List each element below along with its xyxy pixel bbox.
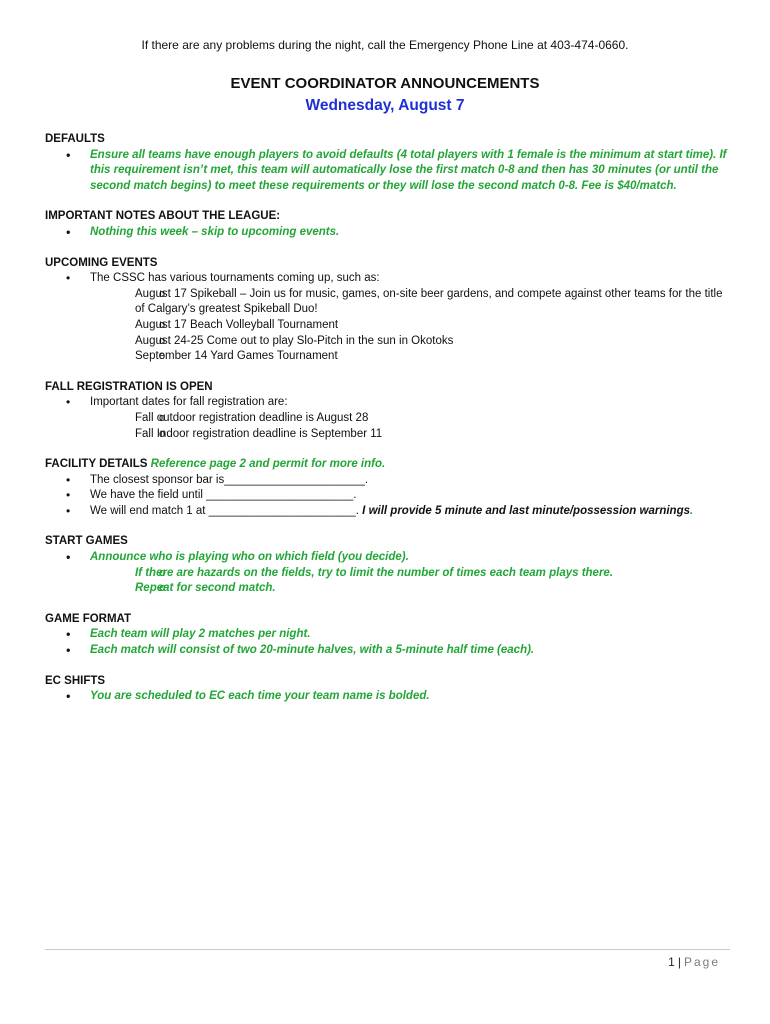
list-item: • Ensure all teams have enough players to avoid defaults (4 total players with 1 female is the minimum at start time). If this requirement isn’t met, this team will automatically lose the first match 0-8 and then has 30 minutes (or until the second match begins) to meet these requirements or they will lose the second match 0-8. Fee is $40/match. (45, 148, 730, 195)
section-heading-upcoming-events: UPCOMING EVENTS (45, 256, 158, 269)
warnings-period: . (690, 504, 694, 517)
emergency-phone-note: If there are any problems during the night, call the Emergency Phone Line at 403-474-0660. (141, 38, 629, 52)
start-games-subitem: o Repeat for second match. (90, 581, 730, 597)
list-item: • Each team will play 2 matches per night. (45, 627, 730, 643)
defaults-list (45, 148, 730, 195)
sponsor-bar-item: • The closest sponsor bar is______________________. (45, 473, 730, 489)
section-important-notes (45, 209, 730, 240)
list-item: • Nothing this week – skip to upcoming events. (45, 225, 730, 241)
game-format-list (45, 627, 730, 658)
section-heading-defaults: DEFAULTS (45, 133, 105, 145)
section-game-format (45, 612, 730, 659)
ec-shifts-list (45, 689, 730, 705)
upcoming-events-list (45, 271, 730, 365)
event-item: o August 17 Beach Volleyball Tournament (90, 318, 730, 334)
registration-deadline-item: o Fall outdoor registration deadline is August 28 (90, 411, 730, 427)
start-games-list (45, 550, 730, 597)
event-item: o August 24-25 Come out to play Slo-Pitch in the sun in Okotoks (90, 334, 730, 350)
section-upcoming-events (45, 256, 730, 365)
list-item: • Each match will consist of two 20-minute halves, with a 5-minute half time (each). (45, 643, 730, 659)
announcements-body (45, 132, 730, 720)
event-item: o August 17 Spikeball – Join us for music, games, on-site beer gardens, and compete against other teams for the title of Calgary’s greatest Spikeball Duo! (90, 287, 730, 318)
footer-divider (45, 949, 730, 950)
page-date: Wednesday, August 7 (305, 97, 465, 114)
section-defaults (45, 132, 730, 194)
start-games-subitem: o If there are hazards on the fields, try to limit the number of times each team plays there. (90, 566, 730, 582)
section-heading-game-format: GAME FORMAT (45, 612, 132, 625)
list-item (45, 550, 730, 597)
facility-details-heading: FACILITY DETAILS (45, 458, 148, 471)
event-item: o September 14 Yard Games Tournament (90, 349, 730, 365)
warnings-note: I will provide 5 minute and last minute/possession warnings (358, 504, 690, 517)
facility-details-list (45, 473, 730, 520)
section-heading-facility-details (45, 457, 730, 473)
end-match-text: We will end match 1 at _______________________. (90, 504, 359, 517)
end-match-item (45, 504, 730, 520)
registration-deadline-item: o Fall Indoor registration deadline is September 11 (90, 427, 730, 443)
list-item (45, 395, 730, 442)
important-notes-list (45, 225, 730, 241)
page-title: EVENT COORDINATOR ANNOUNCEMENTS (230, 75, 540, 92)
section-heading-fall-registration: FALL REGISTRATION IS OPEN (45, 380, 213, 393)
page-footer (668, 955, 720, 969)
section-fall-registration (45, 380, 730, 442)
fall-registration-intro: Important dates for fall registration are: (90, 396, 288, 409)
list-item: • You are scheduled to EC each time your team name is bolded. (45, 689, 730, 705)
upcoming-events-sublist (90, 287, 730, 365)
start-games-item: Announce who is playing who on which field (you decide). (90, 551, 409, 564)
facility-details-reference: Reference page 2 and permit for more info. (150, 458, 386, 471)
fall-registration-sublist (90, 411, 730, 442)
section-heading-ec-shifts: EC SHIFTS (45, 674, 106, 687)
section-start-games (45, 534, 730, 596)
section-heading-start-games: START GAMES (45, 535, 128, 548)
start-games-sublist (90, 566, 730, 597)
page-number: 1 (668, 955, 675, 969)
section-ec-shifts (45, 674, 730, 705)
upcoming-events-intro: The CSSC has various tournaments coming up, such as: (90, 272, 380, 285)
list-item (45, 271, 730, 365)
field-until-item: • We have the field until _______________________. (45, 488, 730, 504)
section-heading-important-notes: IMPORTANT NOTES ABOUT THE LEAGUE: (45, 210, 281, 223)
footer-separator: | (677, 955, 681, 969)
fall-registration-list (45, 395, 730, 442)
section-facility-details (45, 457, 730, 519)
page-label: Page (683, 955, 720, 969)
